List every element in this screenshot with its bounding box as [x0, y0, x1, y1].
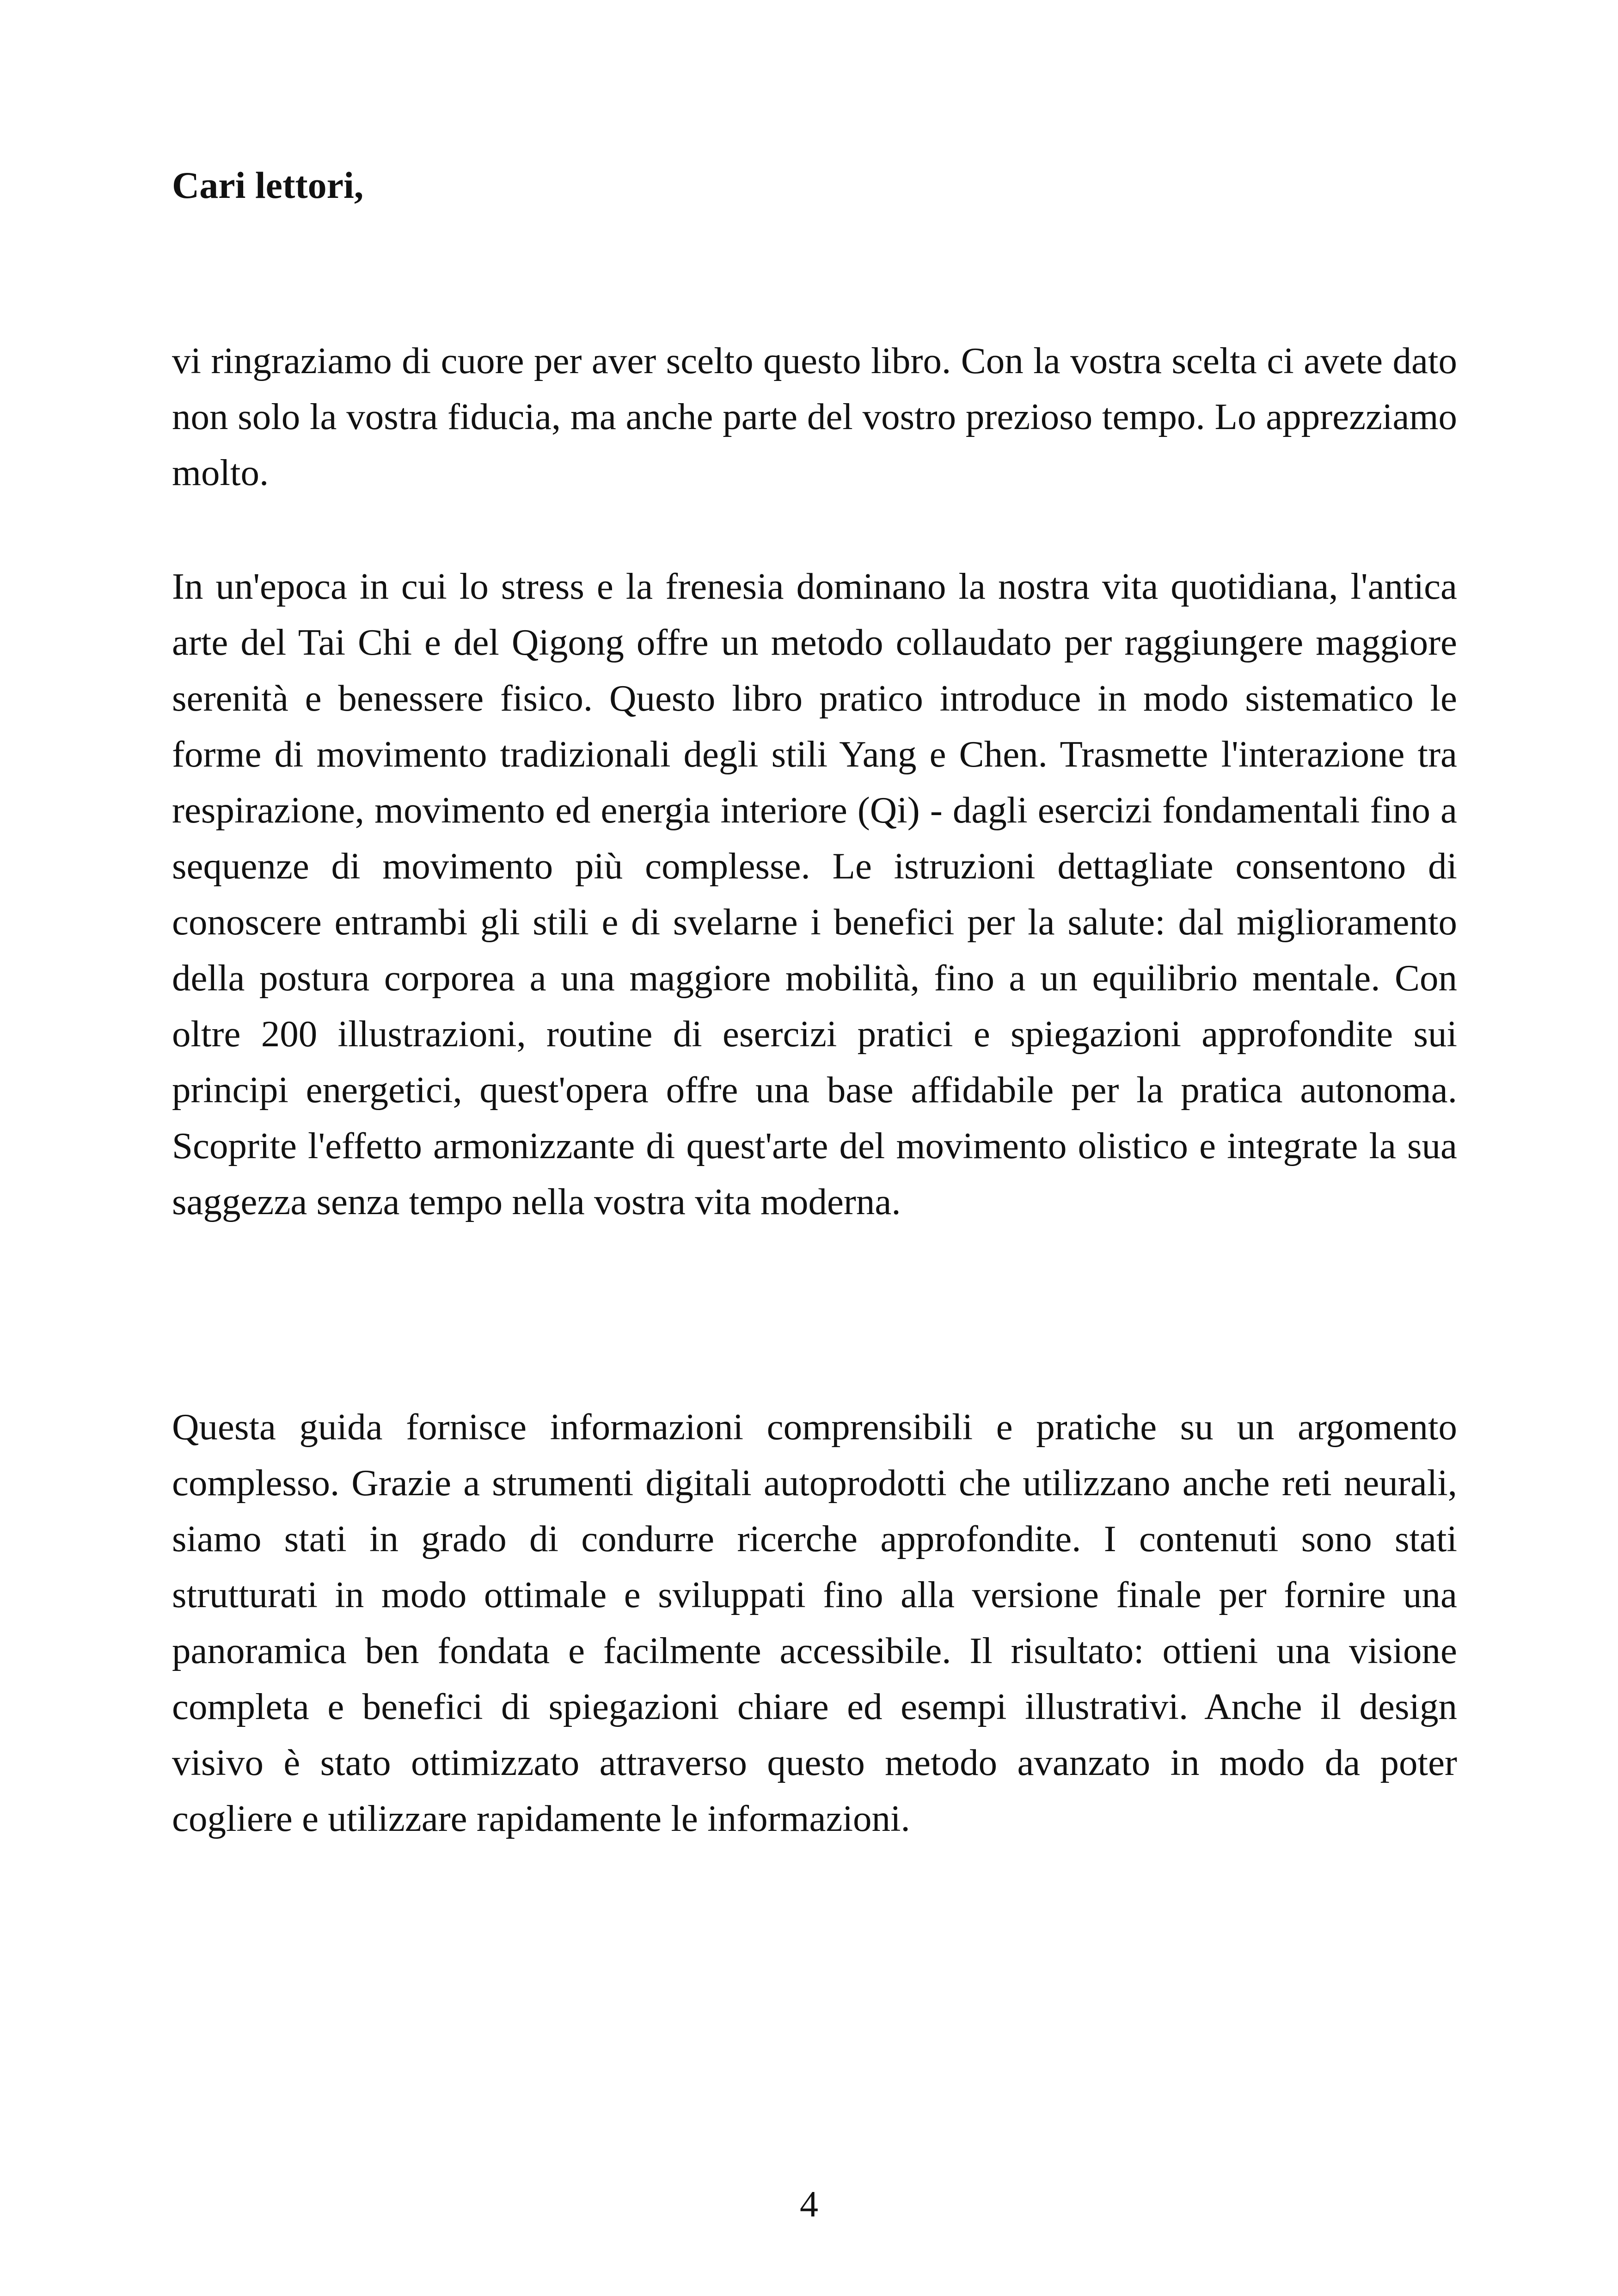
salutation-heading: Cari lettori,	[172, 164, 364, 206]
paragraph-book-description: In un'epoca in cui lo stress e la frenesia dominano la nostra vita quotidiana, l'antica arte del Tai Chi e del Qigong offre un metodo collaudato per raggiungere maggiore serenità e benessere fisico. Questo libro pratico introduce in modo sistematico le forme di movimento tradizionali degli stili Yang e Chen. Trasmette l'interazione tra respirazione, movimento ed energia interiore (Qi) - dagli esercizi fondamentali fino a sequenze di movimento più complesse. Le istruzioni dettagliate consentono di conoscere entrambi gli stili e di svelarne i benefici per la salute: dal miglioramento della postura corporea a una maggiore mobilità, fino a un equilibrio mentale. Con oltre 200 illustrazioni, routine di esercizi pratici e spiegazioni approfondite sui principi energetici, quest'opera offre una base affidabile per la pratica autonoma. Scoprite l'effetto armonizzante di quest'arte del movimento olistico e integrate la sua saggezza senza tempo nella vostra vita moderna.	[172, 565, 1457, 1222]
page-number: 4	[800, 2184, 818, 2225]
paragraph-guide-method: Questa guida fornisce informazioni comprensibili e pratiche su un argomento complesso. Grazie a strumenti digitali autoprodotti che utilizzano anche reti neurali, siamo stati in grado di condurre ricerche approfondite. I contenuti sono stati strutturati in modo ottimale e sviluppati fino alla versione finale per fornire una panoramica ben fondata e facilmente accessibile. Il risultato: ottieni una visione completa e benefici di spiegazioni chiare ed esempi illustrativi. Anche il design visivo è stato ottimizzato attraverso questo metodo avanzato in modo da poter cogliere e utilizzare rapidamente le informazioni.	[172, 1406, 1457, 1839]
paragraph-thanks: vi ringraziamo di cuore per aver scelto questo libro. Con la vostra scelta ci avete dato non solo la vostra fiducia, ma anche parte del vostro prezioso tempo. Lo apprezziamo molto.	[172, 340, 1457, 493]
